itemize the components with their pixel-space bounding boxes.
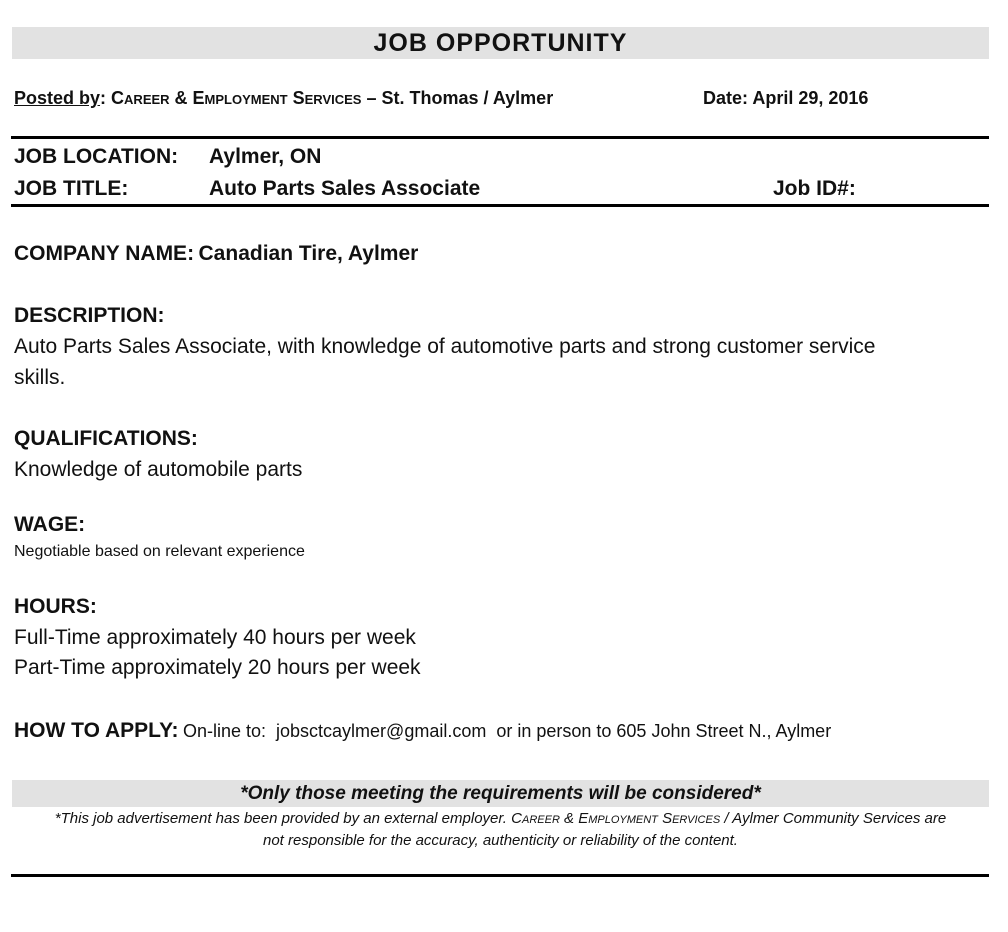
requirements-note-bar bbox=[12, 780, 989, 807]
divider-bottom bbox=[11, 874, 989, 877]
hours-part-time: Part-Time approximately 20 hours per week bbox=[14, 656, 421, 679]
requirements-note: *Only those meeting the requirements will be considered* bbox=[240, 783, 761, 804]
job-id-label: Job ID#: bbox=[773, 177, 856, 200]
job-location-value: Aylmer, ON bbox=[209, 145, 322, 168]
hours-label: HOURS: bbox=[14, 595, 97, 618]
page-title-banner bbox=[12, 27, 989, 59]
hours-full-time: Full-Time approximately 40 hours per week bbox=[14, 626, 416, 649]
posted-by bbox=[14, 88, 553, 109]
apply-email-link[interactable]: jobsctcaylmer@gmail.com bbox=[276, 721, 487, 741]
description-line-2: skills. bbox=[14, 366, 66, 389]
job-title-label: JOB TITLE: bbox=[14, 177, 129, 200]
divider-top bbox=[11, 136, 989, 139]
company-name-label: COMPANY NAME: bbox=[14, 242, 195, 265]
posted-date: Date: April 29, 2016 bbox=[703, 88, 869, 108]
how-to-apply bbox=[14, 719, 831, 743]
posted-by-label: Posted by bbox=[14, 88, 101, 108]
posted-by-org: Career & Employment Services bbox=[111, 88, 362, 108]
disclaimer bbox=[12, 808, 989, 852]
divider-job-info bbox=[11, 204, 989, 207]
apply-online-prefix: On-line to: bbox=[182, 721, 277, 741]
disclaimer-suffix: / Aylmer Community Services are bbox=[720, 810, 947, 827]
page-title: JOB OPPORTUNITY bbox=[373, 29, 628, 57]
posted-by-colon: : bbox=[100, 88, 107, 108]
disclaimer-prefix: *This job advertisement has been provided by an external employer. bbox=[54, 810, 512, 827]
job-location-label: JOB LOCATION: bbox=[14, 145, 179, 168]
company-name bbox=[14, 242, 418, 266]
disclaimer-line-2: not responsible for the accuracy, authenticity or reliability of the content. bbox=[263, 832, 738, 849]
description-label: DESCRIPTION: bbox=[14, 304, 165, 327]
wage-text: Negotiable based on relevant experience bbox=[14, 543, 305, 560]
posted-by-location: – St. Thomas / Aylmer bbox=[361, 88, 554, 108]
how-to-apply-label: HOW TO APPLY: bbox=[14, 719, 179, 742]
disclaimer-org: Career & Employment Services bbox=[511, 810, 721, 827]
qualifications-label: QUALIFICATIONS: bbox=[14, 427, 198, 450]
qualifications-text: Knowledge of automobile parts bbox=[14, 458, 303, 481]
wage-label: WAGE: bbox=[14, 513, 86, 536]
company-name-value: Canadian Tire, Aylmer bbox=[198, 242, 419, 265]
apply-in-person: or in person to 605 John Street N., Aylmer bbox=[486, 721, 832, 741]
description-line-1: Auto Parts Sales Associate, with knowledge of automotive parts and strong customer service bbox=[14, 335, 876, 358]
disclaimer-line-1 bbox=[12, 808, 989, 830]
job-title-value: Auto Parts Sales Associate bbox=[209, 177, 481, 200]
